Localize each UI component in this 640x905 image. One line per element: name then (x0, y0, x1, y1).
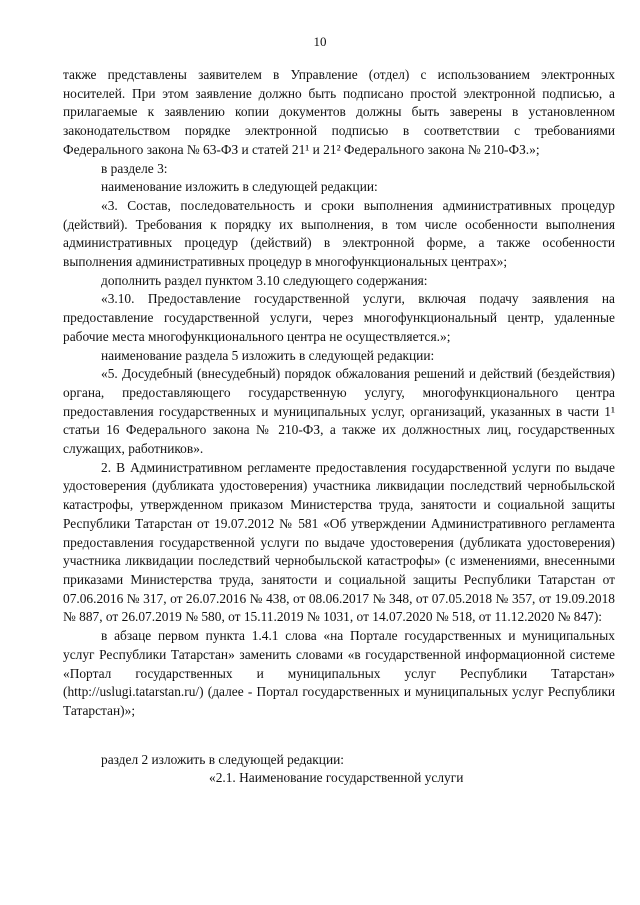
paragraph-item-2: 2. В Административном регламенте предоставления государственной услуги по выдаче удостоверения (дубликата удостоверения) участника ликвидации последствий чернобыльской катастрофы, утвержденном приказом Министерства труда, занятости и социальной защиты Республики Татарстан от 19.07.2012 № 581 «Об утверждении Административного регламента предоставления государственной услуги по выдаче удостоверения (дубликата удостоверения) участника ликвидации последствий чернобыльской катастрофы» (с изменениями, внесенными приказами Министерства труда, занятости и социальной защиты Республики Татарстан от 07.06.2016 № 317, от 26.07.2016 № 438, от 08.06.2017 № 348, от 07.05.2018 № 357, от 19.09.2018 № 887, от 26.07.2019 № 580, от 15.11.2019 № 1031, от 14.07.2020 № 518, от 11.12.2020 № 847): (63, 459, 615, 625)
paragraph-1-4-1-change: в абзаце первом пункта 1.4.1 слова «на Портале государственных и муниципальных услуг Республики Татарстан» заменить словами «в государственной информационной системе «Портал государственных и муниципальных услуг Республики Татарстан» (http://uslugi.tatarstan.ru/) (далее - Портал государственных и муниципальных услуг Республики Татарстан)»; (63, 628, 615, 718)
paragraph-section-3-title: «3. Состав, последовательность и сроки выполнения административных процедур (действий). Требования к порядку их выполнения, в том числе особенности выполнения административных процедур (действий) в электронной форме, а также особенности выполнения административных процедур в многофункциональных центрах»; (63, 197, 615, 270)
paragraph-section-5-title: «5. Досудебный (внесудебный) порядок обжалования решений и действий (бездействия) органа, предоставляющего государственную услугу, многофункционального центра предоставления государственных и муниципальных услуг, организаций, указанных в части 1¹ статьи 16 Федерального закона № 210-ФЗ, а также их должностных лиц, государственных служащих, работников». (63, 366, 615, 457)
paragraph-section-5-instruction: наименование раздела 5 изложить в следующей редакции: (101, 347, 435, 363)
paragraph-section-3: в разделе 3: (101, 160, 168, 176)
paragraph-continuation: также представлены заявителем в Управление (отдел) с использованием электронных носителей. При этом заявление должно быть подписано простой электронной подписью, а прилагаемые к заявлению копии документов должны быть заверены в установленном законодательством порядке электронной подписью в соответствии с требованиями Федерального закона № 63-ФЗ и статей 21¹ и 21² Федерального закона № 210-ФЗ.»; (63, 67, 615, 157)
paragraph-3-10-text: «3.10. Предоставление государственной услуги, включая подачу заявления на предоставление государственной услуги, через многофункциональный центр, удаленные рабочие места многофункционального центра не осуществляется.»; (63, 291, 615, 344)
paragraph-section-2-instruction: раздел 2 изложить в следующей редакции: (101, 751, 345, 767)
paragraph-title-instruction: наименование изложить в следующей редакции: (101, 179, 378, 195)
document-body (63, 66, 615, 788)
page-number: 10 (313, 34, 327, 49)
paragraph-add-3-10: дополнить раздел пунктом 3.10 следующего содержания: (101, 272, 428, 288)
paragraph-2-1-heading: «2.1. Наименование государственной услуги (209, 770, 464, 786)
